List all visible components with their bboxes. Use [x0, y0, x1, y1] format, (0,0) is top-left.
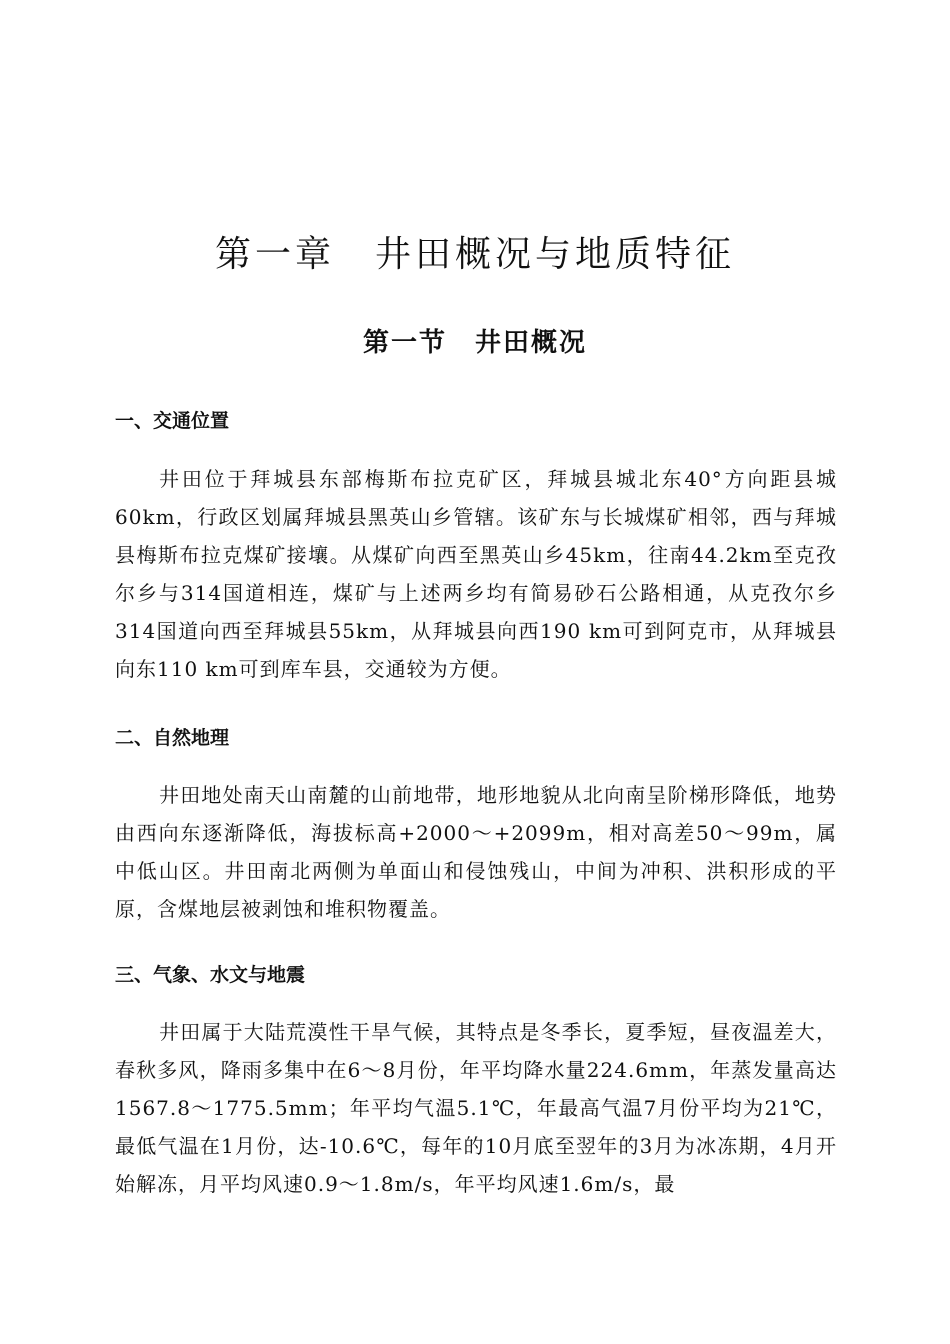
heading-climate-hydrology-earthquake: 三、气象、水文与地震 — [115, 964, 306, 986]
paragraph-traffic-location: 井田位于拜城县东部梅斯布拉克矿区，拜城县城北东40°方向距县城60km，行政区划属拜城县黑英山乡管辖。该矿东与长城煤矿相邻，西与拜城县梅斯布拉克煤矿接壤。从煤矿向西至黑英山乡45km，往南44.2km至克孜尔乡与314国道相连，煤矿与上述两乡均有简易砂石公路相通，从克孜尔乡314国道向西至拜城县55km，从拜城县向西190 km可到阿克市，从拜城县向东110 km可到库车县，交通较为方便。 — [115, 467, 837, 681]
heading-traffic-location: 一、交通位置 — [115, 410, 230, 432]
heading-natural-geography: 二、自然地理 — [115, 727, 230, 749]
paragraph-climate-hydrology-earthquake: 井田属于大陆荒漠性干旱气候，其特点是冬季长，夏季短，昼夜温差大，春秋多风，降雨多集中在6～8月份，年平均降水量224.6mm，年蒸发量高达1567.8～1775.5mm；年平均气温5.1℃，年最高气温7月份平均为21℃，最低气温在1月份，达-10.6℃，每年的10月底至翌年的3月为冰冻期，4月开始解冻，月平均风速0.9～1.8m/s，年平均风速1.6m/s，最 — [115, 1020, 837, 1196]
chapter-title: 第一章 井田概况与地质特征 — [214, 234, 735, 275]
paragraph-natural-geography: 井田地处南天山南麓的山前地带，地形地貌从北向南呈阶梯形降低，地势由西向东逐渐降低，海拔标高+2000～+2099m，相对高差50～99m，属中低山区。井田南北两侧为单面山和侵蚀残山，中间为冲积、洪积形成的平原，含煤地层被剥蚀和堆积物覆盖。 — [115, 783, 837, 921]
section-title: 第一节 井田概况 — [362, 328, 587, 358]
